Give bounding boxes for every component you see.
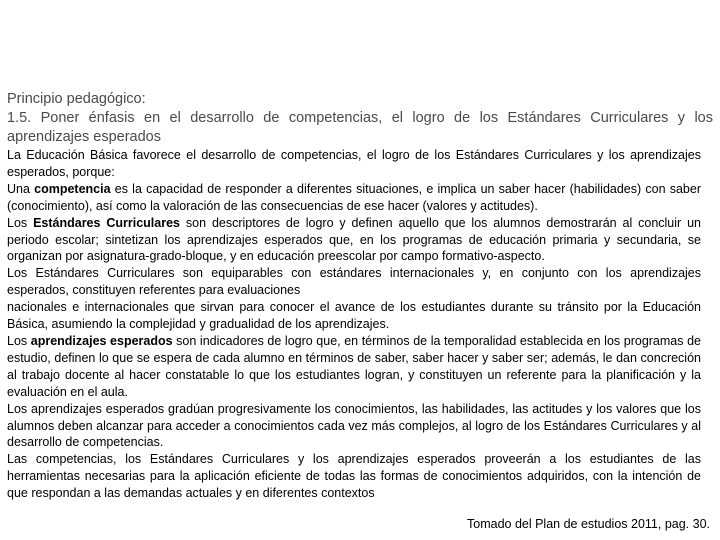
term-aprendizajes: aprendizajes esperados	[30, 333, 173, 348]
paragraph-intro: La Educación Básica favorece el desarrollo de competencias, el logro de los Estándares Curriculares y los aprendizajes esperados, porque:	[7, 148, 701, 179]
paragraph-competencia: Una competencia es la capacidad de responder a diferentes situaciones, e implica un saber hacer (habilidades) con saber (conocimiento), así como la valoración de las consecuencias de ese hacer (valores y actitudes).	[7, 181, 701, 213]
paragraph-aprendizajes: Los aprendizajes esperados son indicadores de logro que, en términos de la temporalidad establecida en los programas de estudio, definen lo que se espera de cada alumno en términos de saber, saber hacer y saber ser; además, le dan concreción al trabajo docente al hacer constatable lo que los estudiantes logran, y constituyen un referente para la planificación y la evaluación en el aula.	[7, 333, 701, 399]
term-estandares: Estándares Curriculares	[33, 215, 180, 230]
paragraph-equiparables: Los Estándares Curriculares son equiparables con estándares internacionales y, en conjunto con los aprendizajes esperados, constituyen referentes para evaluaciones	[7, 266, 701, 298]
paragraph-estandares: Los Estándares Curriculares son descriptores de logro y definen aquello que los alumnos demostrarán al concluir un periodo escolar; sintetizan los aprendizajes esperados que, en los programas de educación primaria y secundaria, se organizan por asignatura-grado-bloque, y en educación preescolar por campo formativo-aspecto.	[7, 215, 701, 264]
body-text	[7, 147, 701, 502]
principle-label: Principio pedagógico:	[7, 91, 146, 107]
paragraph-evaluaciones: nacionales e internacionales que sirvan para conocer el avance de los estudiantes durante su tránsito por la Educación Básica, asumiendo la complejidad y gradualidad de los aprendizajes.	[7, 300, 701, 332]
paragraph-graduan: Los aprendizajes esperados gradúan progresivamente los conocimientos, las habilidades, las actitudes y los valores que los alumnos deben alcanzar para acceder a conocimientos cada vez más complejos, al logro de los Estándares Curriculares y al desarrollo de competencias.	[7, 401, 701, 450]
term-competencia: competencia	[34, 181, 111, 196]
source-citation: Tomado del Plan de estudios 2011, pag. 30.	[467, 517, 710, 531]
paragraph-proveeran: Las competencias, los Estándares Curriculares y los aprendizajes esperados proveerán a los estudiantes de las herramientas necesarias para la aplicación eficiente de todas las formas de conocimientos adquiridos, con la intención de que respondan a las demandas actuales y en diferentes contextos	[7, 452, 701, 501]
principle-title: 1.5. Poner énfasis en el desarrollo de competencias, el logro de los Estándares Curriculares y los aprendizajes esperados	[7, 110, 713, 145]
slide-heading	[7, 90, 713, 147]
